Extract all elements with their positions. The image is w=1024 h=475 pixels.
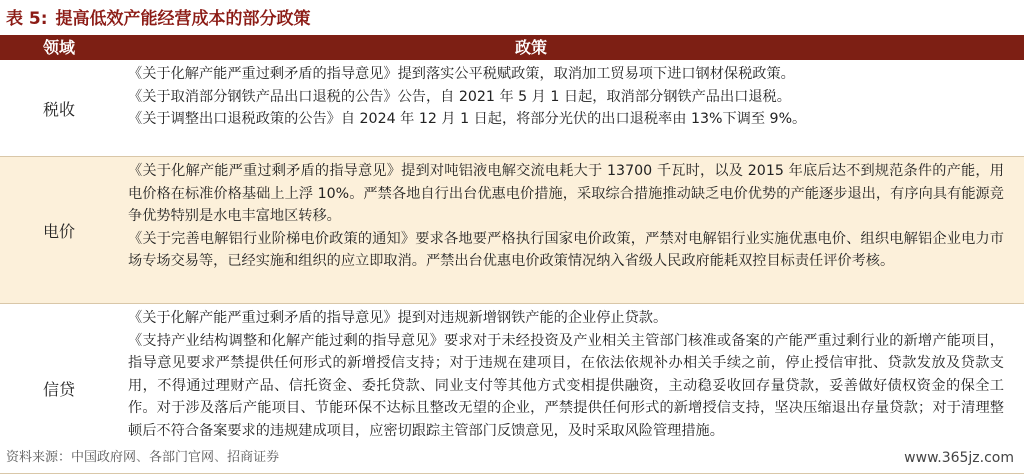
site-watermark: www.365jz.com [900,446,1018,470]
policy-line: 《关于化解产能严重过剩矛盾的指导意见》提到落实公平税赋政策，取消加工贸易项下进口钢材保税政策。 [128,66,795,82]
table-title-text: 提高低效产能经营成本的部分政策 [55,9,311,29]
policy-cell [118,60,1024,156]
table-row-electricity [0,157,1024,304]
policy-line: 《关于化解产能严重过剩矛盾的指导意见》提到对吨铝液电解交流电耗大于 13700 千瓦时，以及 2015 年底后达不到规范条件的产能，用电价格在标准价格基础上上浮 10%。严禁各地自行出台优惠电价措施，采取综合措施推动缺乏电价优势的产能逐步退出，有序向具有能源竞争优势特别是水电丰富地区转移。 [128,163,1004,225]
table-header-row [0,35,1024,60]
header-policy: 政策 [514,38,547,57]
policy-table [0,35,1024,474]
source-note: 资料来源：中国政府网、各部门官网、招商证券 [6,450,280,465]
table-row-tax [0,60,1024,157]
source-label: 资料来源： [6,450,72,465]
source-item: 各部门官网 [149,450,215,465]
category-cell: 电价 [42,221,75,241]
category-cell: 信贷 [42,380,75,399]
table-number-label: 表 5: [6,9,48,29]
policy-line: 《关于化解产能严重过剩矛盾的指导意见》提到对违规新增钢铁产能的企业停止贷款。 [128,310,668,326]
source-item: 中国政府网 [71,450,137,465]
category-cell: 税收 [42,99,75,119]
policy-line: 《支持产业结构调整和化解产能过剩的指导意见》要求对于未经投资及产业相关主管部门核准或备案的产能严重过剩行业的新增产能项目，指导意见要求严禁提供任何形式的新增授信支持；对于违规在建项目，在依法依规补办相关手续之前，停止授信审批、贷款发放及贷款支用，不得通过理财产品、信托资金、委托贷款、同业支付等其他方式变相提供融资，主动稳妥收回存量贷款，妥善做好债权资金的保全工作。对于涉及落后产能项目、节能环保不达标且整改无望的企业，严禁提供任何形式的新增授信支持，坚决压缩退出存量贷款；对于清理整顿后不符合备案要求的违规建成项目，应密切跟踪主管部门反馈意见，及时采取风险管理措施。 [128,332,1004,439]
policy-line: 《关于调整出口退税政策的公告》自 2024 年 12 月 1 日起，将部分光伏的出口退税率由 13%下调至 9%。 [128,111,807,128]
source-item: 招商证券 [227,450,280,465]
policy-cell [118,157,1024,303]
policy-line: 《关于完善电解铝行业阶梯电价政策的通知》要求各地要严格执行国家电价政策，严禁对电解铝行业实施优惠电价、组织电解铝企业电力市场专场交易等，已经实施和组织的应立即取消。严禁出台优惠电价政策情况纳入省级人民政府能耗双控目标责任评价考核。 [128,230,1004,270]
table-title [6,6,311,32]
header-category: 领域 [42,38,75,57]
policy-line: 《关于取消部分钢铁产品出口退税的公告》公告，自 2021 年 5 月 1 日起，取消部分钢铁产品出口退税。 [128,88,791,105]
